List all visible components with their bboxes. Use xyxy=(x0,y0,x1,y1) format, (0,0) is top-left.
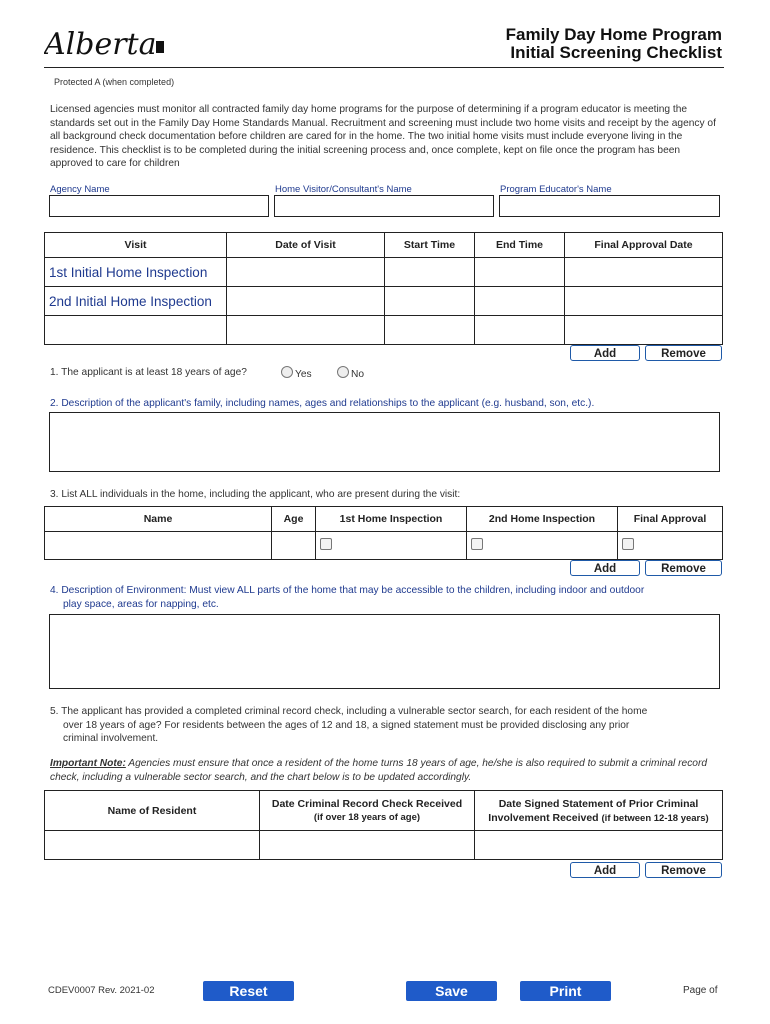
individuals-add-button[interactable]: Add xyxy=(570,560,640,576)
question-1-text: 1. The applicant is at least 18 years of age? xyxy=(50,367,247,378)
radio-no-circle[interactable] xyxy=(337,366,349,378)
form-code: CDEV0007 Rev. 2021-02 xyxy=(48,985,155,996)
table-row xyxy=(45,831,723,860)
visits-header-date: Date of Visit xyxy=(227,233,385,258)
program-educator-input[interactable] xyxy=(499,195,720,217)
residents-header-criminal-check-sub: (if over 18 years of age) xyxy=(313,812,421,823)
final-approval-cell xyxy=(618,532,723,560)
intro-paragraph: Licensed agencies must monitor all contracted family day home programs for the purpose of determining if a program educator is meeting the standards set out in the Family Day Home Standards Manual. Recruitment and screening must include two home visits and receipt by the agency of all background check documentation before children are cared for in the home. The two initial home visits must include everyone living in the residence. This checklist is to be completed during the initial screening process and, once complete, kept on file once the program has been approved to care for children xyxy=(50,104,716,169)
second-inspection-checkbox[interactable] xyxy=(471,538,483,550)
alberta-logo xyxy=(44,22,168,62)
visit-row-2-final[interactable] xyxy=(565,287,723,316)
individual-name-input[interactable] xyxy=(45,532,272,560)
visit-row-2-date[interactable] xyxy=(227,287,385,316)
visit-row-1-label[interactable]: 1st Initial Home Inspection xyxy=(45,258,227,287)
residents-table xyxy=(44,790,723,860)
visits-table xyxy=(44,232,723,345)
title-line-1: Family Day Home Program xyxy=(505,25,722,44)
visits-header-final-approval: Final Approval Date xyxy=(565,233,723,258)
program-educator-label: Program Educator's Name xyxy=(500,184,612,195)
question-4 xyxy=(50,584,644,611)
residents-header-signed-statement-main2: Involvement Received xyxy=(488,812,599,824)
visit-row-1-date[interactable] xyxy=(227,258,385,287)
visits-header-visit: Visit xyxy=(45,233,227,258)
individuals-header-1st: 1st Home Inspection xyxy=(316,507,467,532)
individuals-header-2nd: 2nd Home Inspection xyxy=(467,507,618,532)
save-button[interactable]: Save xyxy=(406,981,497,1001)
question-1 xyxy=(50,366,247,380)
visits-remove-button[interactable]: Remove xyxy=(645,345,722,361)
visit-row-3-end[interactable] xyxy=(475,316,565,345)
important-note xyxy=(50,757,720,784)
residents-remove-button[interactable]: Remove xyxy=(645,862,722,878)
important-note-label: Important Note: xyxy=(50,758,126,769)
visit-row-3-start[interactable] xyxy=(385,316,475,345)
final-approval-checkbox[interactable] xyxy=(622,538,634,550)
visits-header-end: End Time xyxy=(475,233,565,258)
residents-add-button[interactable]: Add xyxy=(570,862,640,878)
second-inspection-cell xyxy=(467,532,618,560)
important-note-text: Agencies must ensure that once a resident of the home turns 18 years of age, he/she is also required to submit a criminal record check, including a vulnerable sector search, and the chart below is to be updated accordingly. xyxy=(50,758,708,783)
family-description-input[interactable] xyxy=(49,412,720,472)
visit-row-3-date[interactable] xyxy=(227,316,385,345)
visit-row-3-label[interactable] xyxy=(45,316,227,345)
visit-row-3-final[interactable] xyxy=(565,316,723,345)
residents-header-signed-statement-main: Date Signed Statement of Prior Criminal xyxy=(498,798,699,810)
radio-yes[interactable] xyxy=(281,366,312,382)
page-number: Page of xyxy=(683,985,718,996)
protected-label: Protected A (when completed) xyxy=(54,77,175,87)
question-5 xyxy=(50,705,722,746)
residents-header-criminal-check-main: Date Criminal Record Check Received xyxy=(271,798,463,810)
table-row xyxy=(45,532,723,560)
question-5-line-3: criminal involvement. xyxy=(63,733,159,744)
question-3-text: 3. List ALL individuals in the home, including the applicant, who are present during the visit: xyxy=(50,489,461,500)
table-row xyxy=(45,287,723,316)
home-visitor-label: Home Visitor/Consultant's Name xyxy=(275,184,412,195)
signed-statement-date-input[interactable] xyxy=(475,831,723,860)
visit-row-2-end[interactable] xyxy=(475,287,565,316)
first-inspection-cell xyxy=(316,532,467,560)
visit-row-1-end[interactable] xyxy=(475,258,565,287)
table-row xyxy=(45,316,723,345)
page-title xyxy=(506,26,722,62)
radio-yes-label: Yes xyxy=(295,369,312,380)
print-button[interactable]: Print xyxy=(520,981,611,1001)
question-5-line-2: over 18 years of age? For residents between the ages of 12 and 18, a signed statement must be provided disclosing any prior xyxy=(63,719,630,731)
visit-row-2-label[interactable]: 2nd Initial Home Inspection xyxy=(45,287,227,316)
resident-name-input[interactable] xyxy=(45,831,260,860)
residents-header-signed-statement-sub: (if between 12-18 years) xyxy=(601,813,709,824)
radio-no-label: No xyxy=(351,369,365,380)
individuals-header-age: Age xyxy=(272,507,316,532)
criminal-check-date-input[interactable] xyxy=(260,831,475,860)
radio-no[interactable] xyxy=(337,366,364,382)
visit-row-1-start[interactable] xyxy=(385,258,475,287)
question-4-line-2: play space, areas for napping, etc. xyxy=(63,598,219,610)
individual-age-input[interactable] xyxy=(272,532,316,560)
agency-name-label: Agency Name xyxy=(50,184,110,195)
visits-add-button[interactable]: Add xyxy=(570,345,640,361)
logo-wordmark: Alberta xyxy=(44,27,157,62)
individuals-remove-button[interactable]: Remove xyxy=(645,560,722,576)
individuals-table xyxy=(44,506,723,560)
visit-row-1-final[interactable] xyxy=(565,258,723,287)
individuals-header-final: Final Approval xyxy=(618,507,723,532)
home-visitor-input[interactable] xyxy=(274,195,494,217)
residents-header-signed-statement-line2 xyxy=(475,811,722,826)
visit-row-2-start[interactable] xyxy=(385,287,475,316)
environment-description-input[interactable] xyxy=(49,614,720,689)
residents-header-signed-statement xyxy=(475,791,723,831)
residents-header-name: Name of Resident xyxy=(45,791,260,831)
title-line-2: Initial Screening Checklist xyxy=(510,43,722,62)
question-4-line-1: 4. Description of Environment: Must view ALL parts of the home that may be accessible to the children, including indoor and outdoor xyxy=(50,585,645,596)
reset-button[interactable]: Reset xyxy=(203,981,294,1001)
question-2-text: 2. Description of the applicant's family, including names, ages and relationships to the applicant (e.g. husband, son, etc.). xyxy=(50,398,595,409)
question-5-line-1: 5. The applicant has provided a completed criminal record check, including a vulnerable sector search, for each resident of the home xyxy=(50,706,648,717)
agency-name-input[interactable] xyxy=(49,195,269,217)
table-row xyxy=(45,258,723,287)
individuals-header-name: Name xyxy=(45,507,272,532)
radio-yes-circle[interactable] xyxy=(281,366,293,378)
first-inspection-checkbox[interactable] xyxy=(320,538,332,550)
visits-header-start: Start Time xyxy=(385,233,475,258)
residents-header-criminal-check xyxy=(260,791,475,831)
header-divider xyxy=(44,67,724,68)
